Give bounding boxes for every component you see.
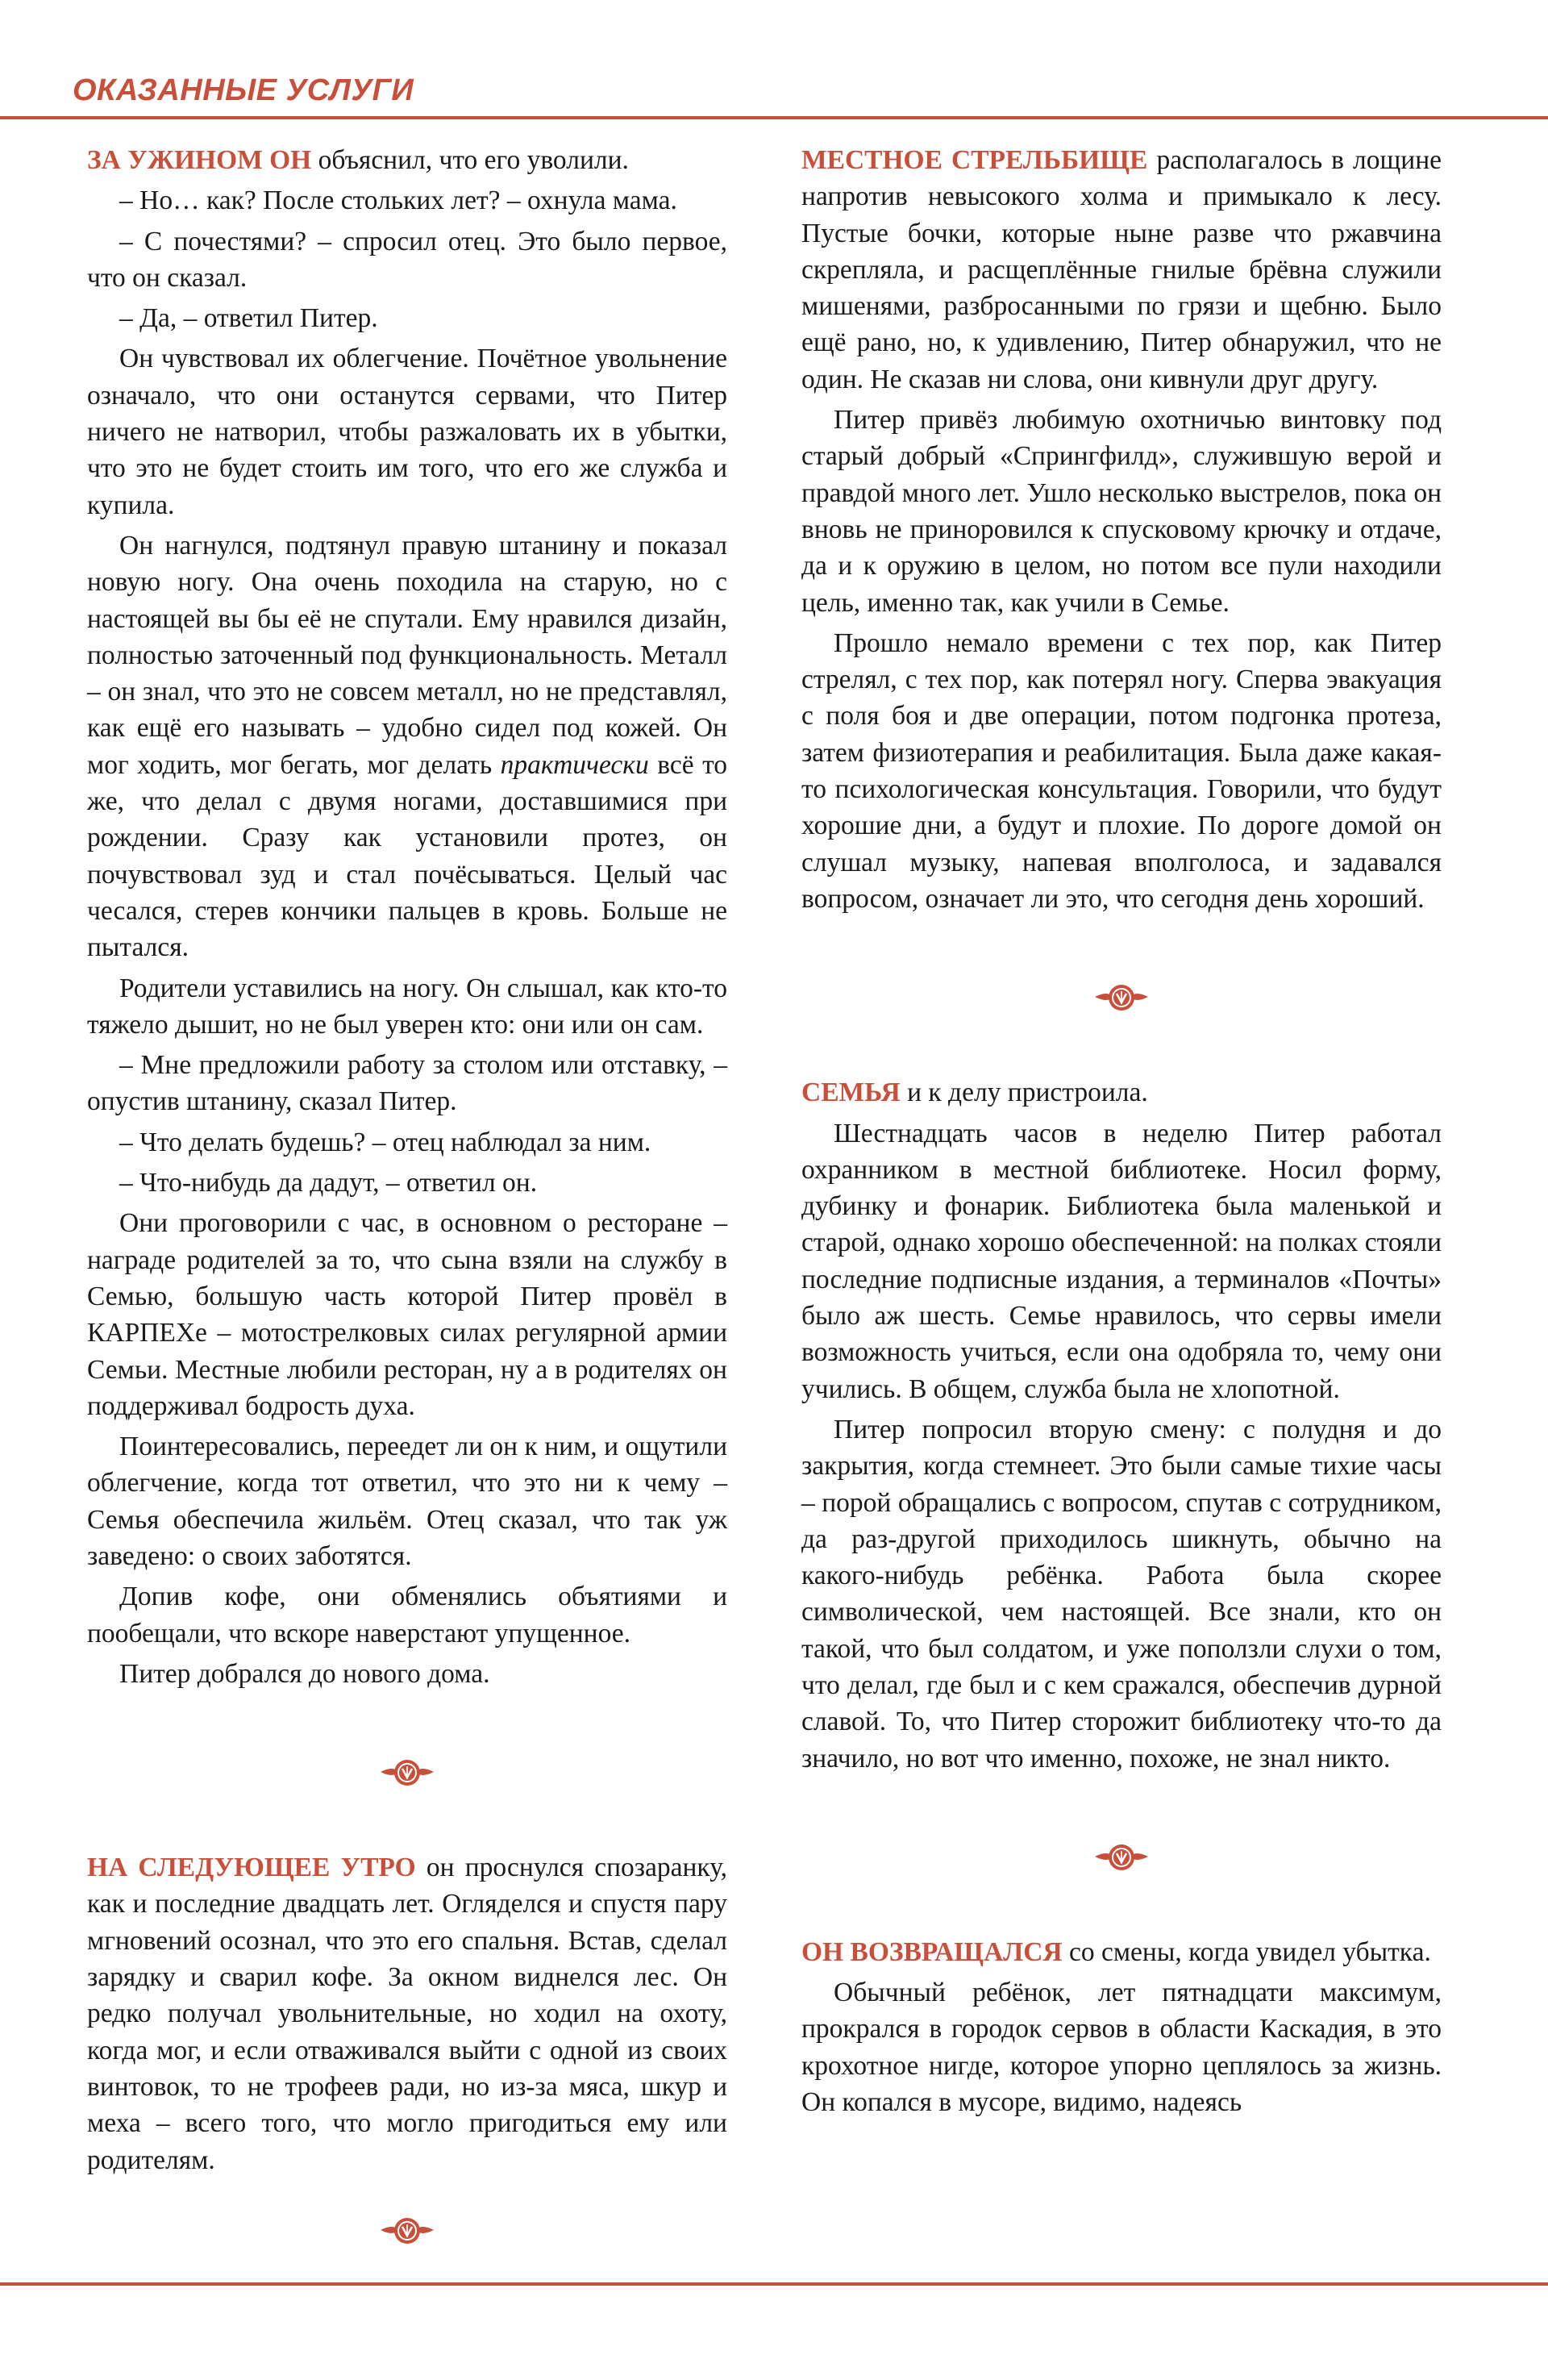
emphasis: практически xyxy=(500,749,649,780)
section-title: ОКАЗАННЫЕ УСЛУГИ xyxy=(73,73,414,107)
section-divider xyxy=(801,1781,1442,1934)
paragraph: Допив кофе, они обменялись объятиями и пообещали, что вскоре наверстают упущенное. xyxy=(87,1582,727,1648)
paragraph: Питер попросил вторую смену: с полудня и до закрытия, когда стемнеет. Это были самые тихие часы – порой обращались с вопросом, спутав с сотрудником, да раз-другой приходилось шикнуть, обычно на какого-нибудь ребёнка. Работа была скорее символической, чем настоящей. Все знали, кто он такой, что был солдатом, и уже поползли слухи о том, что делал, где был и с кем сражался, обеспечив дурной славой. То, что Питер сторожит библиотеку что-то да значило, но вот что именно, похоже, не знал никто. xyxy=(801,1414,1442,1774)
paragraph: – С почестями? – спросил отец. Это было первое, что он сказал. xyxy=(87,226,727,293)
section-divider xyxy=(801,921,1442,1074)
paragraph: – Что делать будешь? – отец наблюдал за ним. xyxy=(119,1127,651,1157)
paragraph: НА СЛЕДУЮЩЕЕ УТРО он проснулся спозаранку, как и последние двадцать лет. Огляделся и спустя пару мгновений осознал, что это его спальня. Встав, сделал зарядку и сварил кофе. За окном виднелся лес. Он редко получал увольнительные, но ходил на охоту, когда мог, и если отваживался выйти с одной из своих винтовок, то не трофеев ради, но из-за мяса, шкур и меха – всего того, что могло пригодиться ему или родителям. xyxy=(87,1853,728,2175)
paragraph: Обычный ребёнок, лет пятнадцати максимум, прокрался в городок сервов в области Каскадия, в это крохотное нигде, которое упорно цеплялось за жизнь. Он копался в мусоре, видимо, надеясь xyxy=(801,1978,1442,2118)
paragraph: ЗА УЖИНОМ ОН объяснил, что его уволили. xyxy=(87,145,629,175)
paragraph: Они проговорили с час, в основном о ресторане – награде родителей за то, что сына взяли на службу в Семью, большую часть которой Питер провёл в КАРПЕХе – мотострелковых силах регулярной армии Семьи. Местные любили ресторан, ну а в родителях он поддерживал бодрость духа. xyxy=(87,1208,727,1421)
paragraph: – Что-нибудь да дадут, – ответил он. xyxy=(119,1168,538,1198)
left-column xyxy=(87,142,727,2279)
section-divider xyxy=(87,2182,727,2279)
paragraph: Родители уставились на ногу. Он слышал, как кто-то тяжело дышит, но не был уверен кто: они или он сам. xyxy=(87,973,727,1040)
paragraph: Он нагнулся, подтянул правую штанину и показал новую ногу. Она очень походила на старую, но с настоящей вы бы её не спутали. Ему нравился дизайн, полностью заточенный под функциональность. Металл – он знал, что это не совсем металл, но не представлял, как ещё его называть – удобно сидел под кожей. Он мог ходить, мог бегать, мог делать практически всё то же, что делал с двумя ногами, доставшимися при рождении. Сразу как установили протез, он почувствовал зуд и стал почёсываться. Целый час чесался, стерев кончики пальцев в кровь. Больше не пытался. xyxy=(87,530,728,963)
paragraph: Питер привёз любимую охотничью винтовку под старый добрый «Спрингфилд», служившую верой и правдой много лет. Ушло несколько выстрелов, пока он вновь не приноровился к спусковому крючку и отдаче, да и к оружию в целом, но потом все пули находили цель, именно так, как учили в Семье. xyxy=(801,405,1442,618)
lead-in: НА СЛЕДУЮЩЕЕ УТРО xyxy=(87,1853,416,1883)
paragraph: – Да, – ответил Питер. xyxy=(119,303,378,334)
paragraph: Поинтересовались, переедет ли он к ним, и ощутили облегчение, когда тот ответил, что это ни к чему – Семья обеспечила жильём. Отец сказал, что так уж заведено: о своих заботятся. xyxy=(87,1432,727,1571)
paragraph: – Но… как? После стольких лет? – охнула мама. xyxy=(119,185,677,216)
paragraph: Прошло немало времени с тех пор, как Питер стрелял, с тех пор, как потерял ногу. Сперва эвакуация с поля боя и две операции, потом подгонка протеза, затем физиотерапия и реабилитация. Была даже какая-то психологическая консультация. Говорили, что будут хорошие дни, а будут и плохие. По дороге домой он слушал музыку, напевая вполголоса, и задавался вопросом, означает ли это, что сегодня день хороший. xyxy=(801,627,1442,914)
paragraph: Он чувствовал их облегчение. Почётное увольнение означало, что они останутся сервами, что Питер ничего не натворил, чтобы разжаловать их в убытки, что это не будет стоить им того, что его же служба и купила. xyxy=(87,344,727,520)
lead-in: ЗА УЖИНОМ ОН xyxy=(87,145,312,175)
family-emblem-icon xyxy=(1093,1837,1150,1878)
lead-in: МЕСТНОЕ СТРЕЛЬБИЩЕ xyxy=(801,145,1148,175)
paragraph: Питер добрался до нового дома. xyxy=(119,1658,490,1689)
footer-rule xyxy=(0,2282,1548,2286)
paragraph: – Мне предложили работу за столом или отставку, – опустив штанину, сказал Питер. xyxy=(87,1050,727,1117)
right-column xyxy=(801,142,1442,2124)
paragraph: МЕСТНОЕ СТРЕЛЬБИЩЕ располагалось в лощине напротив невысокого холма и примыкало к лесу. Пустые бочки, которые ныне разве что ржавчина скрепляла, и расщеплённые гнилые брёвна служили мишенями, разбросанными по грязи и щебню. Было ещё рано, но, к удивлению, Питер обнаружил, что не один. Не сказав ни слова, они кивнули друг другу. xyxy=(801,145,1442,394)
lead-in: ОН ВОЗВРАЩАЛСЯ xyxy=(801,1936,1063,1967)
paragraph: СЕМЬЯ и к делу пристроила. xyxy=(801,1077,1148,1108)
lead-in: СЕМЬЯ xyxy=(801,1077,901,1108)
paragraph: Шестнадцать часов в неделю Питер работал охранником в местной библиотеке. Носил форму, дубинку и фонарик. Библиотека была маленькой и старой, однако хорошо обеспеченной: на полках стояли последние подписные издания, а терминалов «Почты» было аж шесть. Семье нравилось, что сервы имели возможность учиться, если она одобряла то, чему они учились. В общем, служба была не хлопотной. xyxy=(801,1118,1442,1404)
family-emblem-icon xyxy=(379,1753,435,1793)
header-rule xyxy=(0,116,1548,119)
paragraph: ОН ВОЗВРАЩАЛСЯ со смены, когда увидел убытка. xyxy=(801,1936,1431,1967)
family-emblem-icon xyxy=(379,2211,435,2251)
family-emblem-icon xyxy=(1093,977,1150,1018)
section-divider xyxy=(87,1696,727,1849)
